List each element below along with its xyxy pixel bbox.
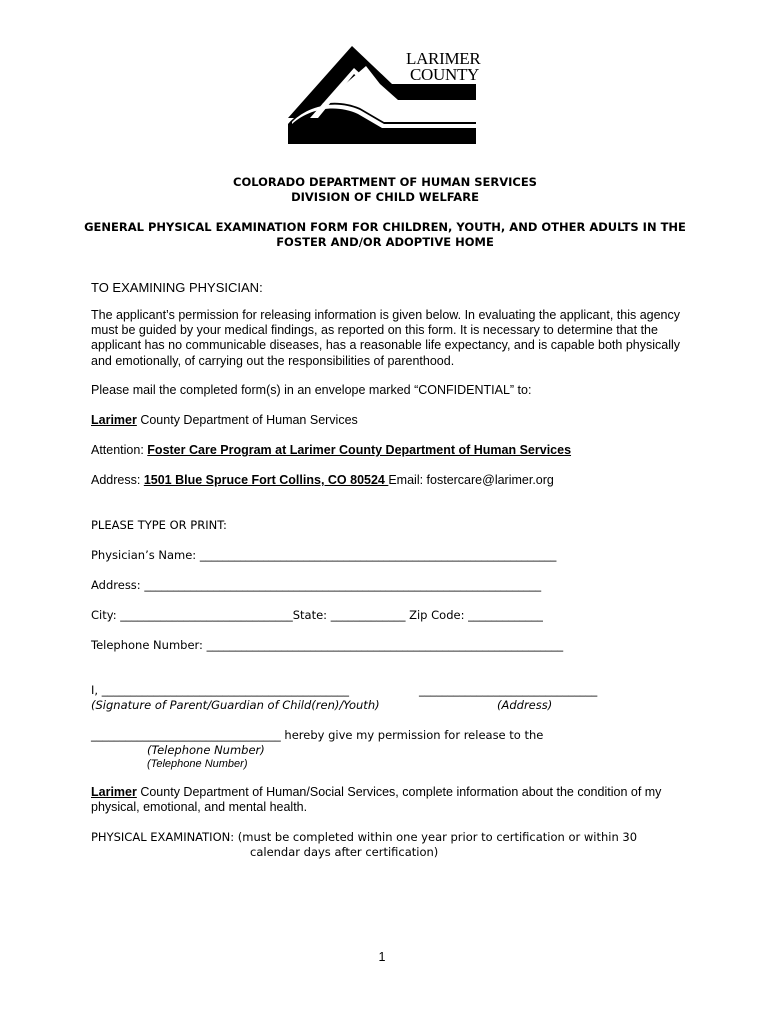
- address-caption: (Address): [497, 698, 553, 712]
- agency-line: [91, 413, 358, 427]
- signature-caption: (Signature of Parent/Guardian of Child(ren)/Youth): [91, 698, 380, 712]
- physical-exam-line-2: calendar days after certification): [250, 845, 439, 859]
- agency-larimer: Larimer: [91, 413, 137, 427]
- address-value: 1501 Blue Spruce Fort Collins, CO 80524: [143, 473, 389, 487]
- city-state-zip-field[interactable]: City: ______________________________State: _____________ Zip Code: _____________: [91, 608, 543, 622]
- parent-address-line[interactable]: _______________________________: [419, 683, 598, 697]
- form-title-line-2: FOSTER AND/OR ADOPTIVE HOME: [276, 235, 494, 249]
- release-paragraph: [91, 785, 681, 815]
- attention-label: Attention:: [91, 443, 148, 457]
- release-larimer: Larimer: [91, 785, 137, 799]
- physician-name-field[interactable]: Physician’s Name: ______________________________________________________________: [91, 548, 557, 562]
- intro-paragraph: The applicant’s permission for releasing information is given below. In evaluating the applicant, this agency must be guided by your medical findings, as reported on this form. It is necessary to determine that the applicant has no communicable diseases, has a reasonable life expectancy, and is capable both physically and emotionally, of carrying out the responsibilities of parenthood.: [91, 308, 681, 368]
- address-email-line: [91, 473, 554, 487]
- form-title-line-1: GENERAL PHYSICAL EXAMINATION FORM FOR CHILDREN, YOUTH, AND OTHER ADULTS IN THE: [84, 220, 686, 234]
- county-logo: [288, 44, 480, 146]
- address-field[interactable]: Address: _____________________________________________________________________: [91, 578, 542, 592]
- release-rest: County Department of Human/Social Services, complete information about the condition of my physical, emotional, and mental health.: [91, 785, 662, 815]
- attention-value: Foster Care Program at Larimer County Department of Human Services: [147, 443, 572, 457]
- telephone-caption: (Telephone Number): [147, 743, 265, 757]
- telephone-permission-line[interactable]: _________________________________ hereby give my permission for release to the: [91, 728, 544, 742]
- attention-line: [91, 443, 571, 457]
- address-label: Address:: [91, 473, 144, 487]
- telephone-caption-secondary: (Telephone Number): [147, 758, 248, 770]
- type-or-print-heading: PLEASE TYPE OR PRINT:: [91, 518, 227, 532]
- telephone-field[interactable]: Telephone Number: ______________________________________________________________: [91, 638, 564, 652]
- department-heading: COLORADO DEPARTMENT OF HUMAN SERVICES: [233, 175, 537, 189]
- email-text: Email: fostercare@larimer.org: [388, 473, 554, 487]
- to-physician-heading: TO EXAMINING PHYSICIAN:: [91, 280, 263, 295]
- agency-rest: County Department of Human Services: [136, 413, 358, 427]
- mail-instruction: Please mail the completed form(s) in an envelope marked “CONFIDENTIAL” to:: [91, 383, 532, 397]
- logo-text-county: COUNTY: [410, 65, 480, 84]
- logo-text-larimer: LARIMER: [406, 49, 481, 68]
- physical-exam-line-1: PHYSICAL EXAMINATION: (must be completed within one year prior to certification or within 30: [91, 830, 638, 844]
- division-heading: DIVISION OF CHILD WELFARE: [291, 190, 479, 204]
- page-number: 1: [378, 950, 386, 964]
- signature-line[interactable]: I, ___________________________________________: [91, 683, 349, 697]
